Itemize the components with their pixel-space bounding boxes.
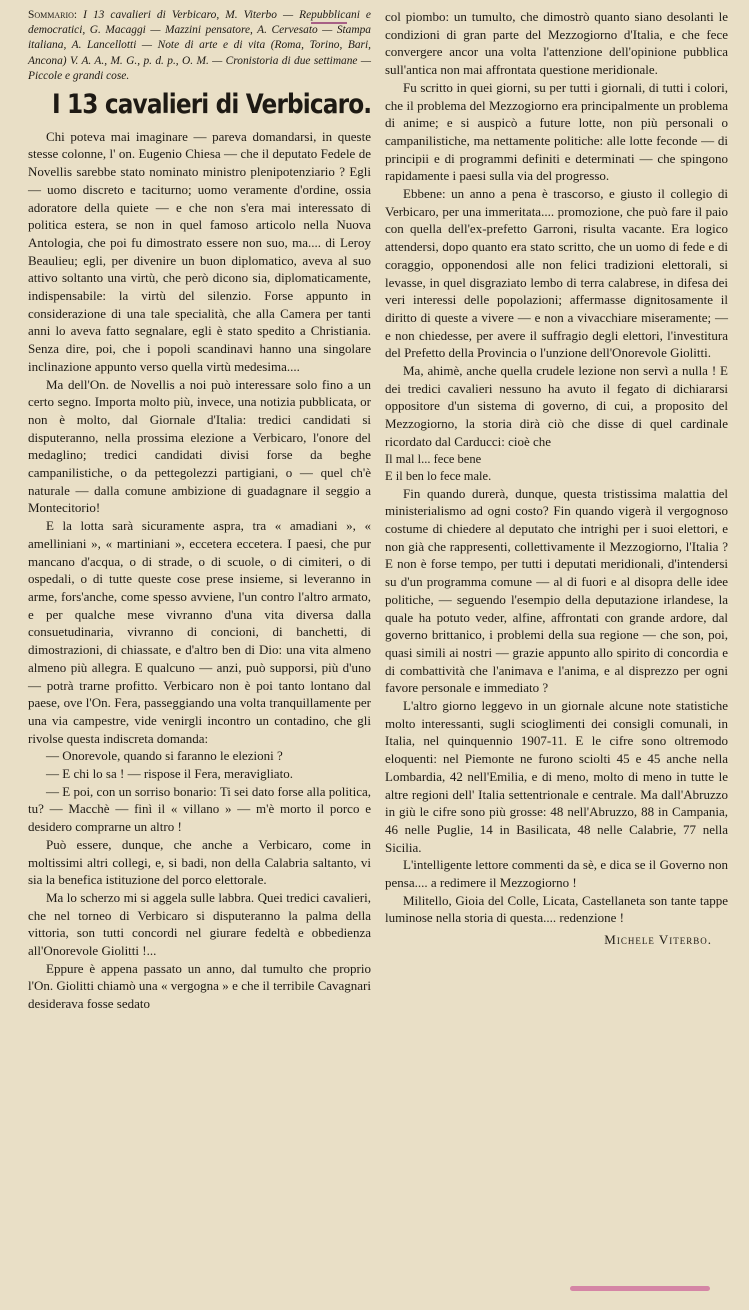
paragraph: L'intelligente lettore commenti da sè, e dica se il Governo non pensa.... a redimere il Mezzogiorno !	[385, 857, 728, 891]
paragraph: Ma lo scherzo mi si aggela sulle labbra. Quei tredici cavalieri, che nel torneo di Verbicaro si disputeranno la palma della vittoria, son tutti concordi nel giurare fedeltà e obbedienza all'Onorevole Giolitti !...	[28, 889, 371, 959]
paragraph: Fin quando durerà, dunque, questa tristissima malattia del ministerialismo ad ogni costo? Fin quando vigerà il vergognoso costume di chiedere al deputato che intrighi per i suoi elettori, e non già che rappresenti, collettivamente il Mezzogiorno, l'Italia ? E non è forse tempo, per tutti i deputati meridionali, d'intendersi su d'un programma comune — al di fuori e al disopra delle idee politiche, — seguendo l'esempio della deputazione irlandese, la quale ha potuto veder, alfine, affrontati con grande ardore, dal governo brittanico, i problemi della sua regione — che son, poi, quasi simili ai nostri — grazie appunto allo spirito di concordia e di combattività che l'animava e l'anima, e al disprezzo per ogni favore personale e immediato ?	[385, 485, 728, 696]
headline: I 13 cavalieri di Verbicaro.	[52, 89, 372, 121]
right-column	[385, 8, 728, 1013]
article-columns	[28, 8, 729, 1013]
paragraph: Può essere, dunque, che anche a Verbicaro, come in moltissimi altri collegi, e, si badi, non della Calabria saltanto, vi sia la benefica istituzione del porco elettorale.	[28, 836, 371, 888]
paragraph: Militello, Gioia del Colle, Licata, Castellaneta son tante tappe luminose nella storia di questa.... redenzione !	[385, 892, 728, 926]
paragraph: L'altro giorno leggevo in un giornale alcune note statistiche molto interessanti, sugli scioglimenti dei consigli comunali, in Italia, nel quinquennio 1907-11. E le cifre sono oltremodo eloquenti: nel Piemonte ne furono sciolti 45 e 45 anche nella Lombardia, 42 nell'Emilia, e di meno, molto di meno in tutte le altre regioni dell' Italia settentrionale e centrale. Ma dall'Abruzzo in giù le cifre sono più grosse: 48 nell'Abruzzo, 88 in Campania, 46 nelle Puglie, 14 in Basilicata, 48 nelle Calabrie, 77 nella Sicilia.	[385, 698, 728, 855]
dialogue-line: — E chi lo sa ! — rispose il Fera, meravigliato.	[46, 766, 293, 782]
paragraph: Ma, ahimè, anche quella crudele lezione non servì a nulla ! E dei tredici cavalieri nessuno ha avuto il fegato di dichiararsi oppositore d'un sistema di governo, di cui, a proposito del Mezzogiorno, la storia dirà ciò che disse di quel cardinale ricordato dal Carducci: cioè che	[385, 363, 728, 449]
paragraph: Eppure è appena passato un anno, dal tumulto che proprio l'On. Giolitti chiamò una « vergogna » e che il terribile Cavagnari desiderava fosse sedato	[28, 960, 371, 1012]
author-signature: Michele Viterbo.	[604, 932, 712, 948]
paragraph: E la lotta sarà sicuramente aspra, tra « amadiani », « amelliniani », « martiniani », eccetera eccetera. I paesi, che pur mancano d'acqua, o di strade, o di scuole, o di cimiteri, o di ospedali, o di tutte queste cose prese insieme, si leveranno in arme, fors'anche, come spesso avviene, l'un contro l'altro armato, e per qualche mese vivranno d'una vita diversa dalla consuetudinaria, vivranno di concioni, di banchetti, di dimostrazioni, di chiassate, e d'altro ben di Dio: una vita almeno almeno più allegra. E qualcuno — anzi, può supporsi, più d'uno — potrà trarne profitto. Verbicaro non è poi tanto lontano dal paese, ove l'On. Fera, passeggiando una volta tranquillamente per una via campestre, vide venirgli incontro un contadino, che gli rivolse questa indiscreta domanda:	[28, 518, 371, 746]
paragraph: Ebbene: un anno a pena è trascorso, e giusto il collegio di Verbicaro, per una immeritata.... promozione, che può fare il paio con quella dell'ex-prefetto Garroni, risulta vacante. Era logico attendersi, dopo quanto era stato scritto, che un uomo di fede e di coraggio, opponendosi alle non felici tradizioni elettorali, si levasse, in quel disgraziato lembo di terra calabrese, in difesa dei veri interessi delle popolazioni; affermasse dignitosamente il diritto di queste a vivere — e non a vivacchiare miseramente; — e non chiedesse, per avere il suffragio degli elettori, l'investitura del Prefetto della Provincia o l'unzione dell'Onorevole Giolitti.	[385, 186, 728, 361]
left-column	[28, 8, 371, 1013]
paragraph-continued: col piombo: un tumulto, che dimostrò quanto siano desolanti le condizioni di gran parte del Mezzogiorno d'Italia, e che fece convergere ancor una volta l'attenzione dell'opinione pubblica sull'antica non mai affrontata questione meridionale.	[385, 9, 728, 78]
paragraph: Chi poteva mai imaginare — pareva domandarsi, in queste stesse colonne, l' on. Eugenio Chiesa — che il deputato Fedele de Novellis sarebbe stato nominato ministro plenipotenziario ? Egli — uomo discreto e taciturno; uomo veramente d'ordine, ossia adoratore della quiete — e che non s'era mai interessato di politica estera, se non in quel famoso articolo nella Nuova Antologia, che poi fu dimostrato essere non suo, ma.... di Leroy Beaulieu; egli, per divenire un buon diplomatico, aveva al suo attivo soltanto una virtù, che però dicono sia, diplomaticamente, indispensabile: la virtù del silenzio. Forse appunto in considerazione di una tale specialità, che alla Camera per tanti anni lo aveva fatto segnalare, egli è stato spedito a Christiania. Senza dire, poi, che i popoli scandinavi hanno una singolare inclinazione appunto verso quella virtù medesima....	[28, 128, 371, 374]
paragraph: Ma dell'On. de Novellis a noi può interessare solo fino a un certo segno. Importa molto più, invece, una notizia pubblicata, or non è molto, dal Giornale d'Italia: tredici candidati si disputeranno, nella prossima elezione a Verbicaro, l'onore del medaglino; tredici candidati divisi forse da beghe campanilistiche, o da pettegolezzi partigiani, o — quel ch'è naturale — dalla comune ambizione di guadagnare il seggio a Montecitorio!	[28, 376, 371, 516]
summary-text: I 13 cavalieri di Verbicaro, M. Viterbo — Repubblicani e democratici, G. Macaggi — Mazzini pensatore, A. Cervesato — Stampa italiana, A. Lancellotti — Note di arte e di vita (Roma, Torino, Bari, Ancona) V. A. A., M. G., p. d. p., O. M. — Cronistoria di due settimane — Piccole e grandi cose.	[28, 9, 371, 82]
summary	[28, 8, 371, 84]
pink-ink-mark	[570, 1286, 710, 1291]
paragraph: Fu scritto in quei giorni, su per tutti i giornali, di tutti i colori, che il problema del Mezzogiorno era principalmente un problema di anime; e si auspicò a future lotte, non più personali o campanilistiche, ma nettamente politiche: alle lotte feconde — di principii e di programmi definiti e determinati — che spingono rapidamente i paesi sulla via del progresso.	[385, 79, 728, 184]
dialogue-line: — E poi, con un sorriso bonario: Ti sei dato forse alla politica, tu? — Macchè — finì il « villano » — m'è morto il porco e desidero comprarne un altro !	[28, 783, 371, 835]
ink-underline-mark	[311, 22, 347, 24]
summary-label: Sommario:	[28, 9, 78, 21]
dialogue-line: — Onorevole, quando si faranno le elezioni ?	[46, 748, 283, 764]
verse-quote: Il mal l... fece bene E il ben lo fece male.	[385, 451, 492, 483]
